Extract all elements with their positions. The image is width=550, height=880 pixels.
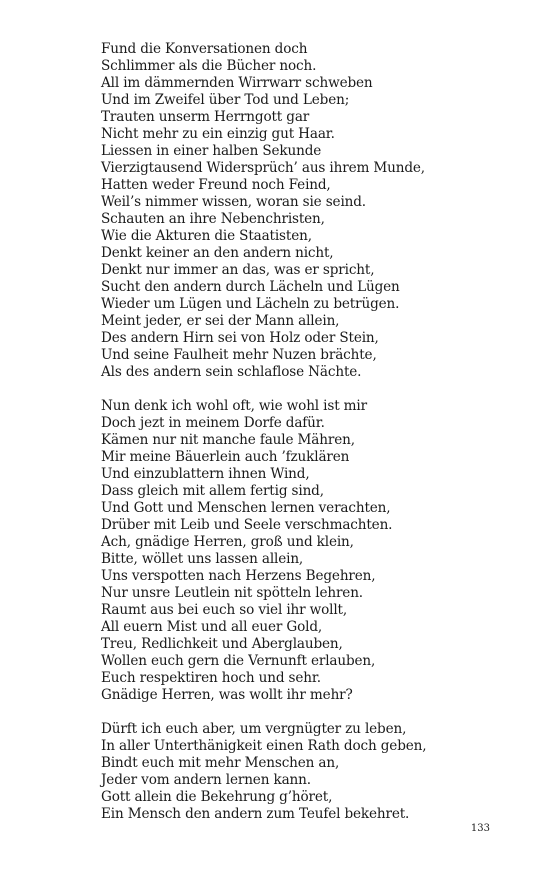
poem-text [101,41,531,823]
poem-line: Wollen euch gern die Vernunft erlauben, [101,653,376,669]
poem-line: Sucht den andern durch Lächeln und Lügen [101,279,400,295]
poem-line: Und einzublattern ihnen Wind, [101,466,310,482]
poem-line: Kämen nur nit manche faule Mähren, [101,432,355,448]
poem-line: Wie die Akturen die Staatisten, [101,228,312,244]
poem-line: Bindt euch mit mehr Menschen an, [101,755,340,771]
poem-line: All euern Mist und all euer Gold, [101,619,323,635]
poem-line: Gott allein die Bekehrung g’höret, [101,789,333,805]
poem-line: Nicht mehr zu ein einzig gut Haar. [101,126,335,142]
poem-line: Euch respektiren hoch und sehr. [101,670,321,686]
poem-line: Ein Mensch den andern zum Teufel bekehret. [101,806,410,822]
poem-line: Schauten an ihre Nebenchristen, [101,211,325,227]
poem-line: Schlimmer als die Bücher noch. [101,58,317,74]
stanza [101,721,531,823]
poem-line: Des andern Hirn sei von Holz oder Stein, [101,330,379,346]
poem-line: All im dämmernden Wirrwarr schweben [101,75,373,91]
poem-line: Drüber mit Leib und Seele verschmachten. [101,517,393,533]
poem-line: Denkt nur immer an das, was er spricht, [101,262,375,278]
poem-line: Jeder vom andern lernen kann. [101,772,311,788]
poem-line: Trauten unserm Herrngott gar [101,109,310,125]
page-number: 133 [470,823,490,834]
poem-line: Vierzigtausend Widersprüch’ aus ihrem Munde, [101,160,425,176]
poem-line: Hatten weder Freund noch Feind, [101,177,331,193]
stanza [101,41,531,381]
poem-line: Als des andern sein schlaflose Nächte. [101,364,362,380]
poem-line: Bitte, wöllet uns lassen allein, [101,551,304,567]
poem-line: Gnädige Herren, was wollt ihr mehr? [101,687,353,703]
poem-line: Und seine Faulheit mehr Nuzen brächte, [101,347,377,363]
poem-line: Meint jeder, er sei der Mann allein, [101,313,340,329]
poem-line: Nur unsre Leutlein nit spötteln lehren. [101,585,363,601]
poem-line: Doch jezt in meinem Dorfe dafür. [101,415,325,431]
poem-line: Fund die Konversationen doch [101,41,308,57]
poem-line: Denkt keiner an den andern nicht, [101,245,334,261]
poem-line: Treu, Redlichkeit und Aberglauben, [101,636,343,652]
poem-line: Und im Zweifel über Tod und Leben; [101,92,350,108]
poem-line: Und Gott und Menschen lernen verachten, [101,500,391,516]
poem-line: Uns verspotten nach Herzens Begehren, [101,568,376,584]
poem-line: Dürft ich euch aber, um vergnügter zu leben, [101,721,407,737]
poem-line: Dass gleich mit allem fertig sind, [101,483,324,499]
poem-line: Raumt aus bei euch so viel ihr wollt, [101,602,348,618]
poem-line: In aller Unterthänigkeit einen Rath doch geben, [101,738,427,754]
poem-line: Weil’s nimmer wissen, woran sie seind. [101,194,366,210]
poem-line: Ach, gnädige Herren, groß und klein, [101,534,354,550]
poem-line: Liessen in einer halben Sekunde [101,143,322,159]
poem-line: Mir meine Bäuerlein auch ’fzuklären [101,449,350,465]
poem-line: Wieder um Lügen und Lächeln zu betrügen. [101,296,400,312]
poem-line: Nun denk ich wohl oft, wie wohl ist mir [101,398,367,414]
stanza [101,398,531,704]
